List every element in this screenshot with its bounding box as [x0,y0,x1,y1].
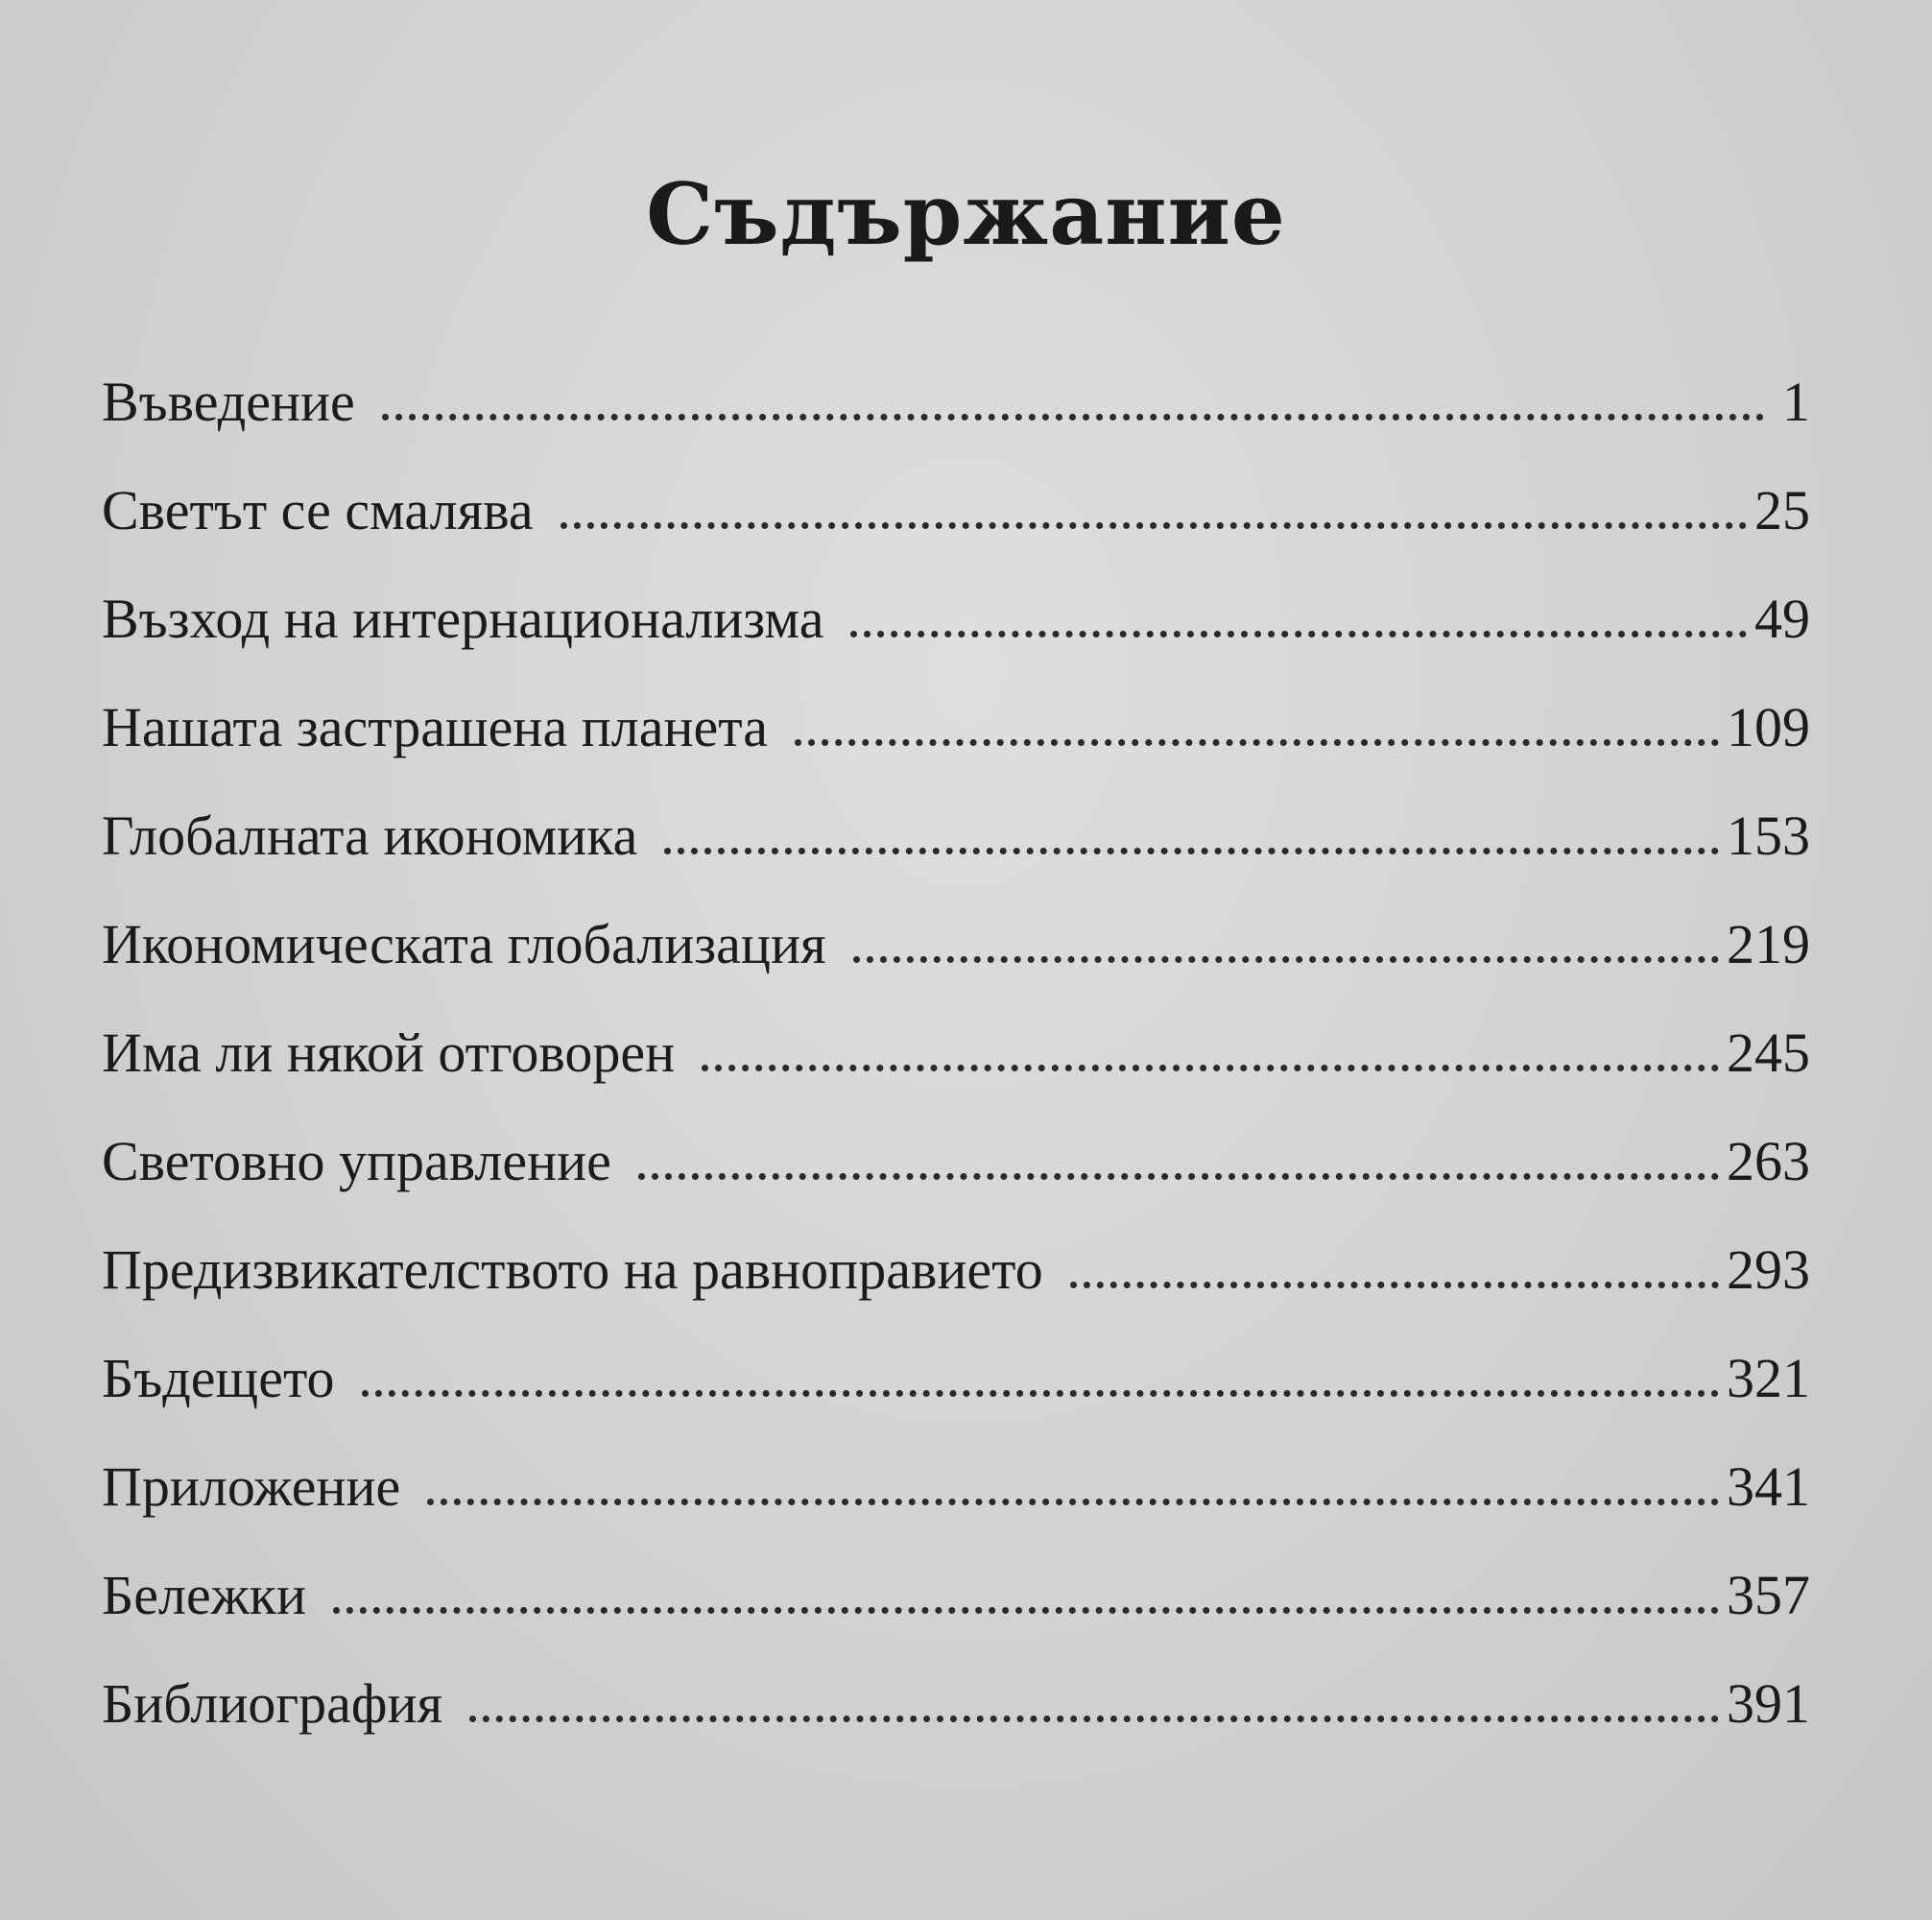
toc-entry[interactable] [102,1129,1810,1237]
dot-leader [427,1499,1719,1505]
toc-entry-page-number: 219 [1727,913,1810,975]
dot-leader [702,1065,1719,1071]
toc-entry-label: Глобалната икономика [102,804,638,867]
dot-leader [561,522,1747,529]
toc-entry-page-number: 357 [1727,1564,1810,1626]
dot-leader [382,414,1764,420]
toc-entry-label: Бележки [102,1564,307,1626]
toc-entry[interactable] [102,478,1810,587]
table-of-contents [102,370,1810,1780]
toc-entry-label: Библиография [102,1672,443,1735]
toc-entry[interactable] [102,1563,1810,1671]
toc-entry[interactable] [102,587,1810,695]
dot-leader [664,848,1719,854]
toc-entry[interactable] [102,695,1810,804]
toc-entry-label: Световно управление [102,1130,611,1192]
toc-entry-label: Възход на интернационализма [102,588,824,650]
toc-entry[interactable] [102,912,1810,1020]
toc-entry[interactable] [102,1346,1810,1454]
dot-leader [638,1173,1719,1180]
page-title: Съдържание [646,163,1286,264]
toc-entry-label: Приложение [102,1455,401,1518]
toc-entry[interactable] [102,1671,1810,1780]
dot-leader [362,1390,1719,1397]
toc-entry-label: Бъдещето [102,1347,335,1409]
toc-entry-page-number: 245 [1727,1021,1810,1084]
toc-entry-page-number: 153 [1727,804,1810,867]
toc-entry-label: Нашата застрашена планета [102,696,769,758]
toc-entry-label: Въведение [102,371,355,433]
toc-entry-page-number: 263 [1727,1130,1810,1192]
dot-leader [853,956,1719,963]
toc-entry-page-number: 391 [1727,1672,1810,1735]
toc-entry-page-number: 109 [1727,696,1810,758]
toc-entry-label: Има ли някой отговорен [102,1021,676,1084]
dot-leader [850,631,1747,637]
toc-entry-label: Икономическата глобализация [102,913,826,975]
toc-entry-page-number: 341 [1727,1455,1810,1518]
dot-leader [333,1607,1719,1614]
toc-entry[interactable] [102,804,1810,912]
toc-entry-label: Предизвикателството на равноправието [102,1238,1043,1301]
toc-entry-page-number: 293 [1727,1238,1810,1301]
toc-entry[interactable] [102,370,1810,478]
dot-leader [795,739,1719,746]
toc-entry-page-number: 1 [1782,371,1810,433]
toc-entry-label: Светът се смалява [102,479,534,541]
toc-entry[interactable] [102,1237,1810,1346]
toc-entry[interactable] [102,1454,1810,1563]
toc-entry-page-number: 321 [1727,1347,1810,1409]
dot-leader [469,1716,1719,1722]
toc-entry[interactable] [102,1020,1810,1129]
toc-entry-page-number: 49 [1754,588,1810,650]
dot-leader [1070,1282,1719,1288]
toc-entry-page-number: 25 [1754,479,1810,541]
